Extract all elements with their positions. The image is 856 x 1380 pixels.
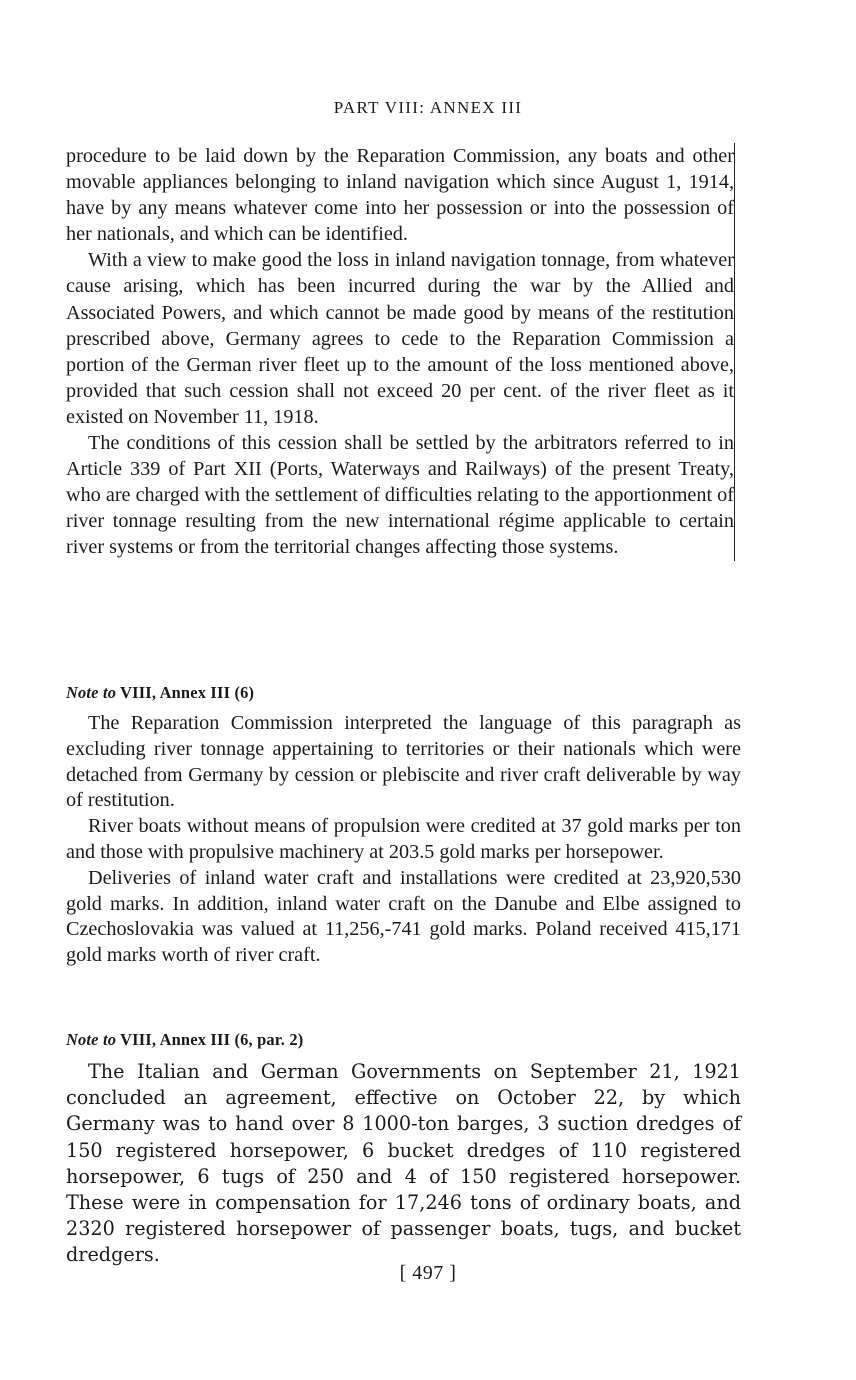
note-body	[66, 1059, 741, 1269]
note-body	[66, 711, 741, 969]
note-heading-reference: VIII, Annex III (6)	[116, 683, 255, 702]
treaty-paragraph: procedure to be laid down by the Reparation Commission, any boats and other movable appliances belonging to inland navigation which since August 1, 1914, have by any means whatever come into her possession or into the possession of her nationals, and which can be identified.	[66, 145, 734, 246]
note-heading	[66, 683, 254, 703]
treaty-paragraph: With a view to make good the loss in inland navigation tonnage, from whatever cause arising, which has been incurred during the war by the Allied and Associated Powers, and which cannot be made good by means of the restitution prescribed above, Germany agrees to cede to the Reparation Commission a portion of the German river fleet up to the amount of the loss mentioned above, provided that such cession shall not exceed 20 per cent. of the river fleet as it existed on November 11, 1918.	[66, 249, 734, 428]
note-paragraph: River boats without means of propulsion were credited at 37 gold marks per ton and those with propulsive machinery at 203.5 gold marks per horsepower.	[66, 815, 741, 863]
treaty-text-block	[66, 143, 735, 561]
running-head: PART VIII: ANNEX III	[333, 98, 523, 117]
note-heading-prefix: Note to	[66, 1030, 117, 1049]
note-paragraph: The Reparation Commission interpreted the language of this paragraph as excluding river tonnage appertaining to territories or their nationals which were detached from Germany by cession or plebiscite and river craft deliverable by way of restitution.	[66, 712, 741, 812]
page-number: [ 497 ]	[399, 1262, 457, 1284]
note-heading-reference: VIII, Annex III (6, par. 2)	[116, 1030, 304, 1049]
treaty-paragraph: The conditions of this cession shall be settled by the arbitrators referred to in Article 339 of Part XII (Ports, Waterways and Railways) of the present Treaty, who are charged with the settlement of difficulties relating to the apportionment of river tonnage resulting from the new international régime applicable to certain river systems or from the territorial changes affecting those systems.	[66, 432, 734, 559]
note-heading	[66, 1030, 303, 1050]
note-paragraph: Deliveries of inland water craft and installations were credited at 23,920,530 gold marks. In addition, inland water craft on the Danube and Elbe assigned to Czechoslovakia was valued at 11,256,-741 gold marks. Poland received 415,171 gold marks worth of river craft.	[66, 866, 741, 967]
note-paragraph: The Italian and German Governments on September 21, 1921 concluded an agreement, effective on October 22, by which Germany was to hand over 8 1000-ton barges, 3 suction dredges of 150 registered horsepower, 6 bucket dredges of 110 registered horsepower, 6 tugs of 250 and 4 of 150 registered horsepower. These were in compensation for 17,246 tons of ordinary boats, and 2320 registered horsepower of passenger boats, tugs, and bucket dredgers.	[66, 1060, 741, 1267]
note-heading-prefix: Note to	[66, 683, 117, 702]
